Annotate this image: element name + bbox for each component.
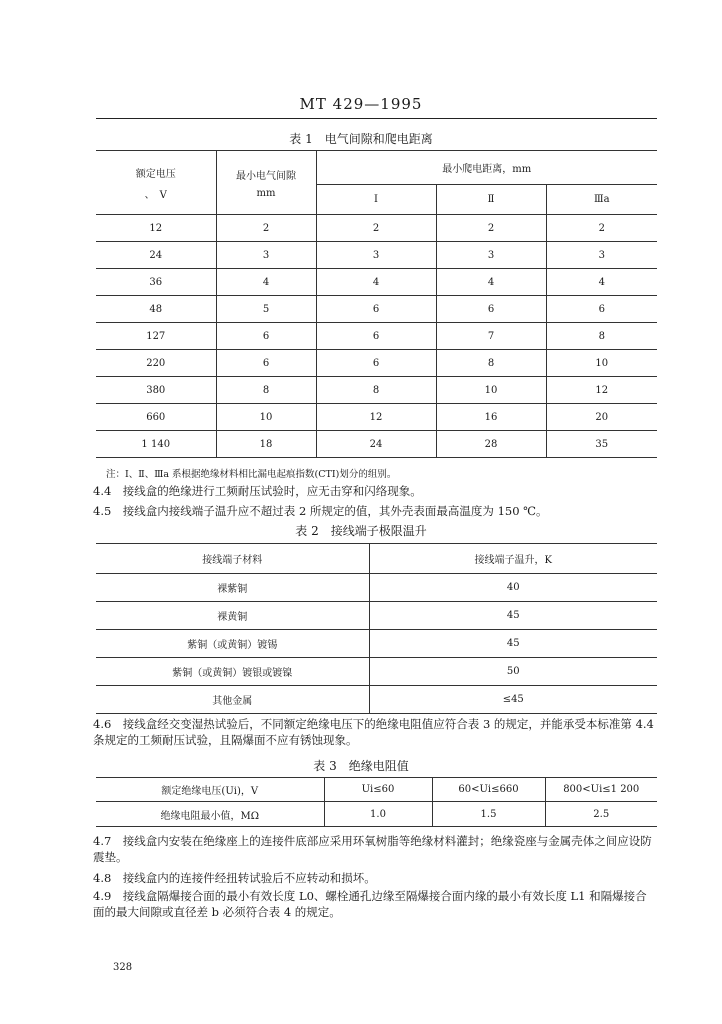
table1-cell: 10 xyxy=(546,350,657,377)
table1-row xyxy=(96,377,657,404)
table1-note: 注：Ⅰ、Ⅱ、Ⅲa 系根据绝缘材料相比漏电起痕指数(CTI)划分的组别。 xyxy=(106,469,397,480)
table1-cell: 10 xyxy=(436,377,546,404)
table1-cell: 2 xyxy=(546,215,657,242)
table3-row2-value: 1.0 xyxy=(324,802,432,827)
table1-col-creepage: 最小爬电距离，mm xyxy=(316,151,657,185)
table1-row xyxy=(96,215,657,242)
table1-cell: 8 xyxy=(316,377,436,404)
table2-cell: 40 xyxy=(369,574,657,602)
clause-4-6: 4.6 接线盒经交变湿热试验后，不同额定绝缘电压下的绝缘电阻值应符合表 3 的规定，并能承受本标准第 4.4 条规定的工频耐压试验，且隔爆面不应有锈蚀现象。 xyxy=(93,717,654,747)
table1-cell: 12 xyxy=(316,404,436,431)
table1-cell: 48 xyxy=(96,296,216,323)
table1-cell: 2 xyxy=(316,215,436,242)
table1-col-clearance xyxy=(216,151,316,215)
table1-cell: 6 xyxy=(546,296,657,323)
table1-cell: 6 xyxy=(316,296,436,323)
table1-row xyxy=(96,431,657,458)
table1-row xyxy=(96,404,657,431)
table1-subcol-2: Ⅱ xyxy=(436,185,546,215)
clause-4-7: 4.7 接线盒内安装在绝缘座上的连接件底部应采用环氧树脂等绝缘材料灌封；绝缘瓷座与金属壳体之间应设防震垫。 xyxy=(93,834,652,864)
header-rule xyxy=(96,118,657,119)
table1-row xyxy=(96,242,657,269)
table1-cell: 20 xyxy=(546,404,657,431)
table2-cell: ≤45 xyxy=(369,686,657,714)
table1-cell: 220 xyxy=(96,350,216,377)
page-header: MT 429—1995 xyxy=(299,95,423,113)
table3-row1-value: 800<Ui≤1 200 xyxy=(545,778,657,802)
table1-cell: 7 xyxy=(436,323,546,350)
page-number: 328 xyxy=(113,962,133,973)
table1-cell: 24 xyxy=(96,242,216,269)
table1-cell: 18 xyxy=(216,431,316,458)
table3 xyxy=(96,777,657,827)
table1-cell: 6 xyxy=(316,350,436,377)
table1-cell: 4 xyxy=(316,269,436,296)
table2-row xyxy=(96,658,657,686)
table1-clearance-label: 最小电气间隙 xyxy=(236,170,296,182)
table2-row xyxy=(96,574,657,602)
clause-4-8: 4.8 接线盒内的连接件经扭转试验后不应转动和损坏。 xyxy=(93,871,376,885)
table1-cell: 35 xyxy=(546,431,657,458)
table1-voltage-label: 额定电压 xyxy=(135,168,176,180)
table1-voltage-unit: 、 V xyxy=(144,189,167,201)
table2-row xyxy=(96,686,657,714)
clause-4-5: 4.5 接线盒内接线端子温升应不超过表 2 所规定的值，其外壳表面最高温度为 150 ℃。 xyxy=(93,504,548,518)
table1-cell: 3 xyxy=(436,242,546,269)
table1-subcol-3: Ⅲa xyxy=(546,185,657,215)
table2-caption: 表 2 接线端子极限温升 xyxy=(295,524,427,538)
table1-cell: 3 xyxy=(316,242,436,269)
table1-row xyxy=(96,323,657,350)
table1-cell: 380 xyxy=(96,377,216,404)
table1-cell: 2 xyxy=(436,215,546,242)
table1-cell: 127 xyxy=(96,323,216,350)
table2-cell: 紫铜（或黄铜）镀锡 xyxy=(96,630,369,658)
table3-row2-label: 绝缘电阻最小值，MΩ xyxy=(96,802,324,827)
table3-row2-value: 2.5 xyxy=(545,802,657,827)
table1-cell: 8 xyxy=(546,323,657,350)
table2-cell: 50 xyxy=(369,658,657,686)
clause-4-9: 4.9 接线盒隔爆接合面的最小有效长度 L0、螺栓通孔边缘至隔爆接合面内缘的最小有效长度 L1 和隔爆接合面的最大间隙或直径差 b 必须符合表 4 的规定。 xyxy=(93,889,647,919)
table2-row xyxy=(96,602,657,630)
table1-cell: 8 xyxy=(216,377,316,404)
table2-row xyxy=(96,630,657,658)
table3-row1-value: 60<Ui≤660 xyxy=(432,778,545,802)
table2 xyxy=(96,543,657,714)
table1-cell: 6 xyxy=(216,323,316,350)
table1-row xyxy=(96,296,657,323)
table2-cell: 45 xyxy=(369,630,657,658)
table1-cell: 36 xyxy=(96,269,216,296)
table1-cell: 4 xyxy=(436,269,546,296)
table2-col-material: 接线端子材料 xyxy=(96,544,369,574)
table2-col-rise: 接线端子温升，K xyxy=(369,544,657,574)
table2-cell: 其他金属 xyxy=(96,686,369,714)
table3-row2-value: 1.5 xyxy=(432,802,545,827)
table1-clearance-unit: mm xyxy=(256,187,276,199)
table1-cell: 6 xyxy=(316,323,436,350)
table3-row1-label: 额定绝缘电压(Ui)，V xyxy=(96,778,324,802)
table1-caption: 表 1 电气间隙和爬电距离 xyxy=(289,132,433,146)
table2-cell: 裸紫铜 xyxy=(96,574,369,602)
table1-cell: 4 xyxy=(546,269,657,296)
table1-cell: 12 xyxy=(546,377,657,404)
table1-subcol-1: I xyxy=(316,185,436,215)
table1-cell: 3 xyxy=(216,242,316,269)
table1-cell: 8 xyxy=(436,350,546,377)
table1-cell: 16 xyxy=(436,404,546,431)
table1-cell: 28 xyxy=(436,431,546,458)
table1-cell: 12 xyxy=(96,215,216,242)
table1-cell: 1 140 xyxy=(96,431,216,458)
table1-cell: 6 xyxy=(216,350,316,377)
table1-cell: 3 xyxy=(546,242,657,269)
table3-row1-value: Ui≤60 xyxy=(324,778,432,802)
table2-cell: 裸黄铜 xyxy=(96,602,369,630)
table1-col-voltage xyxy=(96,151,216,215)
table1-cell: 10 xyxy=(216,404,316,431)
table1-cell: 2 xyxy=(216,215,316,242)
table1-cell: 660 xyxy=(96,404,216,431)
table1-row xyxy=(96,350,657,377)
clause-4-4: 4.4 接线盒的绝缘进行工频耐压试验时，应无击穿和闪络现象。 xyxy=(93,484,422,498)
table1-row xyxy=(96,269,657,296)
table2-cell: 45 xyxy=(369,602,657,630)
table1-cell: 4 xyxy=(216,269,316,296)
table3-caption: 表 3 绝缘电阻值 xyxy=(313,759,409,773)
table1-cell: 24 xyxy=(316,431,436,458)
table2-cell: 紫铜（或黄铜）镀银或镀镍 xyxy=(96,658,369,686)
table1 xyxy=(96,150,657,458)
table1-cell: 6 xyxy=(436,296,546,323)
table1-cell: 5 xyxy=(216,296,316,323)
